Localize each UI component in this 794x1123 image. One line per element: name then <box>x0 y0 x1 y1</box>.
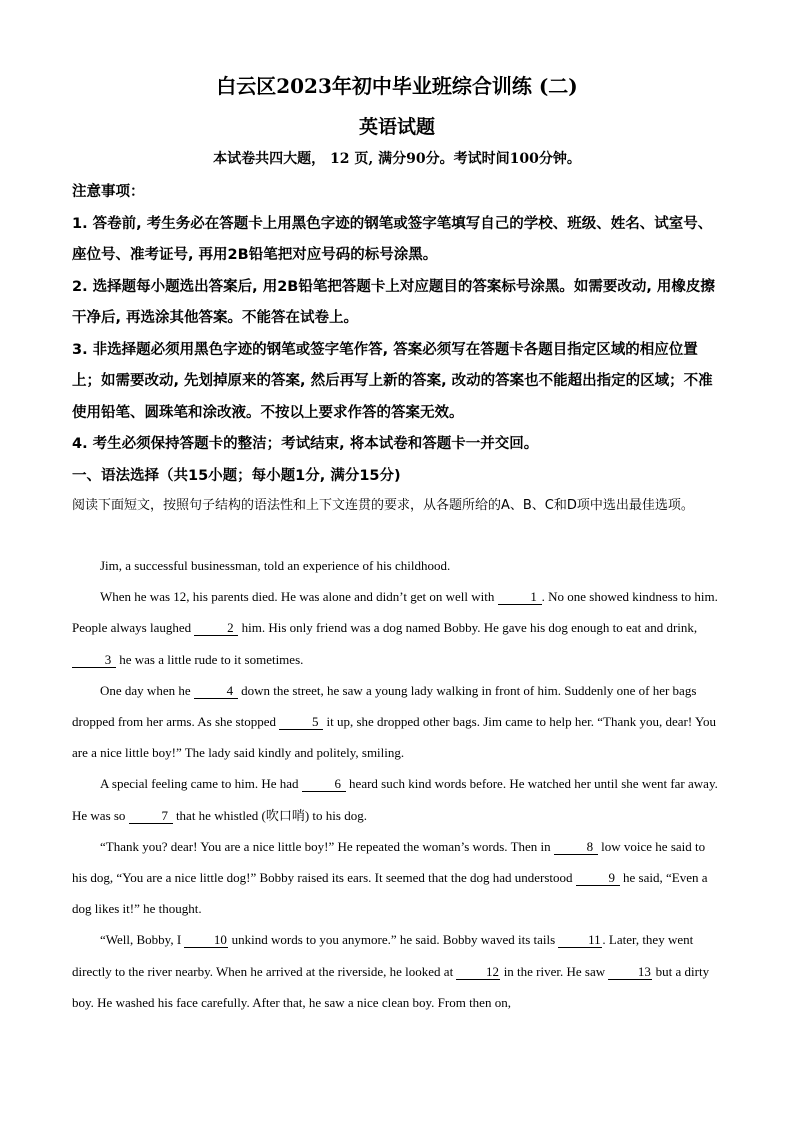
notice-heading: 注意事项： <box>72 184 145 200</box>
passage-text: A special feeling came to him. He had <box>100 776 302 792</box>
passage-text: him. His only friend was a dog named Bobby. He gave his dog enough to eat and drink, <box>238 620 698 636</box>
passage-text: but a dirty boy. He washed his face carefully. After that, he saw a nice clean boy. From then on, <box>72 963 710 1010</box>
answer-blank: 5 <box>279 714 323 730</box>
passage-text: he said, “Even a dog likes it!” he thought. <box>72 870 708 917</box>
notice-item-2: 2. 选择题每小题选出答案后, 用2B铅笔把答题卡上对应题目的答案标号涂黑。如需要改动, 用橡皮擦干净后, 再选涂其他答案。不能答在试卷上。 <box>72 278 715 326</box>
passage-text: . No one showed kindness to him. People always laughed <box>72 589 718 636</box>
answer-blank: 8 <box>554 839 598 855</box>
exam-title: 白云区2023年初中毕业班综合训练 (二) <box>216 74 578 98</box>
passage-text: . Later, they went directly to the river nearby. When he arrived at the riverside, he looked at <box>72 932 694 979</box>
answer-blank: 3 <box>72 652 116 668</box>
notice-item-3: 3. 非选择题必须用黑色字迹的钢笔或签字笔作答, 答案必须写在答题卡各题目指定区域的相应位置上；如需要改动, 先划掉原来的答案, 然后再写上新的答案, 改动的答案也不能超出指定的区域；不准使用铅笔、圆珠笔和涂改液。不按以上要求作答的答案无效。 <box>72 341 713 421</box>
passage-paragraph-3 <box>72 675 722 769</box>
subject-title: 英语试题 <box>358 116 435 138</box>
answer-blank: 12 <box>456 964 500 980</box>
passage-text: that he whistled (吹口哨) to his dog. <box>172 807 367 823</box>
passage-paragraph-2 <box>72 581 722 675</box>
passage-paragraph-6 <box>72 924 722 1018</box>
answer-blank: 7 <box>129 808 173 824</box>
answer-blank: 6 <box>302 776 346 792</box>
passage <box>72 550 722 1018</box>
passage-text: unkind words to you anymore.” he said. Bobby waved its tails <box>228 932 559 948</box>
notice-block <box>72 177 722 492</box>
answer-blank: 10 <box>184 932 228 948</box>
passage-paragraph-4 <box>72 768 722 830</box>
passage-text: heard such kind words before. He watched her until she went far away. He was so <box>72 776 718 823</box>
passage-text: in the river. He saw <box>500 963 609 979</box>
notice-item-4: 4. 考生必须保持答题卡的整洁；考试结束, 将本试卷和答题卡一并交回。 <box>72 436 539 452</box>
passage-text: low voice he said to his dog, “You are a nice little dog!” Bobby raised its ears. It seemed that the dog had understood <box>72 838 706 886</box>
notice-item-1: 1. 答卷前, 考生务必在答题卡上用黑色字迹的钢笔或签字笔填写自己的学校、班级、姓名、试室号、座位号、准考证号, 再用2B铅笔把对应号码的标号涂黑。 <box>72 215 713 263</box>
passage-paragraph-5 <box>72 831 722 925</box>
passage-text: it up, she dropped other bags. Jim came to help her. “Thank you, dear! You are a nice little boy!” The lady said kindly and politely, smiling. <box>72 714 717 761</box>
exam-info: 本试卷共四大题， 12 页, 满分90分。考试时间100分钟。 <box>213 151 581 167</box>
passage-text: “Thank you? dear! You are a nice little boy!” He repeated the woman’s words. Then in <box>100 838 554 854</box>
section1-heading: 一、语法选择（共15小题；每小题1分, 满分15分) <box>72 467 401 484</box>
answer-blank: 4 <box>194 683 238 699</box>
passage-paragraph-1: Jim, a successful businessman, told an experience of his childhood. <box>100 558 451 573</box>
section1-instruction: 阅读下面短文，按照句子结构的语法性和上下文连贯的要求，从各题所给的A、B、C和D项中选出最佳选项。 <box>72 498 694 513</box>
passage-text: When he was 12, his parents died. He was alone and didn’t get on well with <box>100 589 498 605</box>
answer-blank: 1 <box>498 589 542 605</box>
passage-text: down the street, he saw a young lady walking in front of him. Suddenly one of her bags dropped from her arms. As she stopped <box>72 682 697 730</box>
answer-blank: 13 <box>608 964 652 980</box>
passage-text: One day when he <box>100 682 194 698</box>
passage-text: “Well, Bobby, I <box>100 932 185 948</box>
answer-blank: 9 <box>576 870 620 886</box>
answer-blank: 11 <box>558 932 602 948</box>
passage-text: he was a little rude to it sometimes. <box>116 651 304 667</box>
answer-blank: 2 <box>194 620 238 636</box>
